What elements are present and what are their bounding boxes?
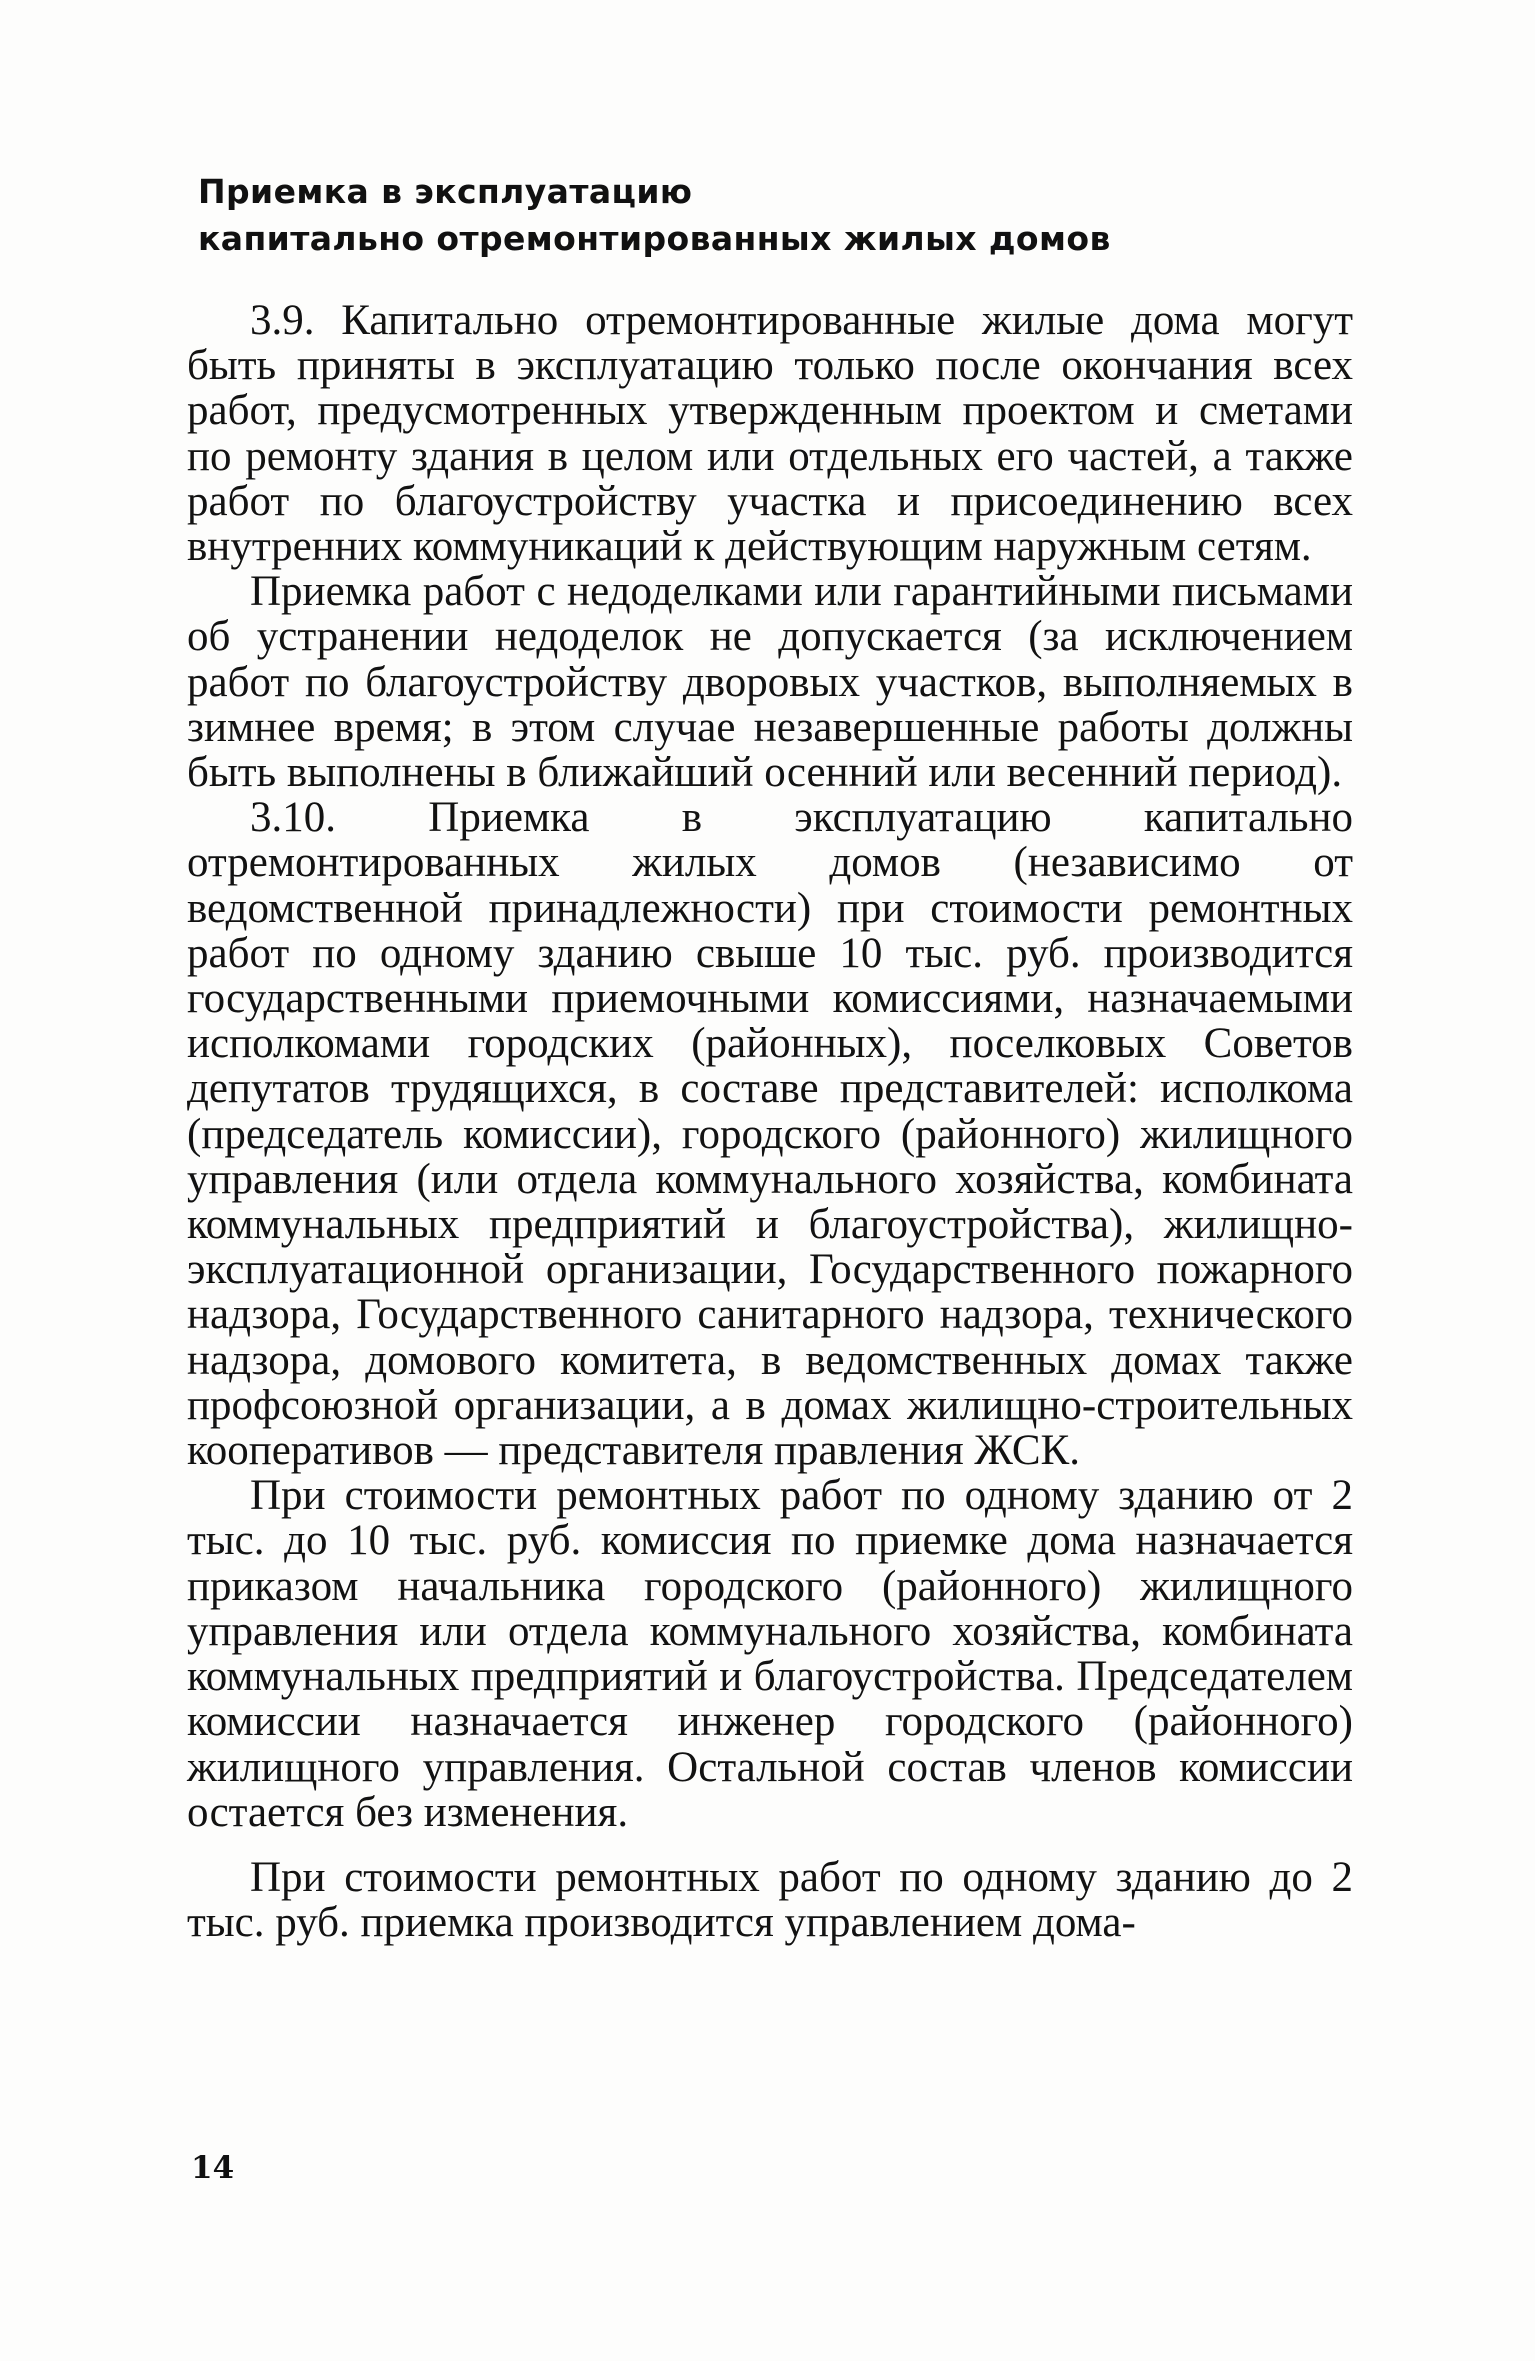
paragraph-3-9: 3.9. Капитально отремонтированные жилые дома могут быть приняты в эксплуатацию только после окончания всех работ, предусмотренных утвержденным проектом и сметами по ремонту здания в целом или отдельных его частей, а также работ по благоустройству участка и присоединению всех внутренних коммуникаций к действующим наружным сетям. — [187, 297, 1353, 571]
paragraph-defects: Приемка работ с недоделками или гарантийными письмами об устранении недоделок не допускается (за исключением работ по благоустройству дворовых участков, выполняемых в зимнее время; в этом случае незавершенные работы должны быть выполнены в ближайший осенний или весенний период). — [187, 568, 1353, 797]
section-heading-line-2: капитально отремонтированных жилых домов — [198, 219, 1111, 258]
body-text — [187, 298, 1353, 1945]
page-number: 14 — [191, 2150, 235, 2186]
paragraph-3-10: 3.10. Приемка в эксплуатацию капитально отремонтированных жилых домов (независимо от ведомственной принадлежности) при стоимости ремонтных работ по одному зданию свыше 10 тыс. руб. производится государственными приемочными комиссиями, назначаемыми исполкомами городских (районных), поселковых Советов депутатов трудящихся, в составе представителей: исполкома (председатель комиссии), городского (районного) жилищного управления (или отдела коммунального хозяйства, комбината коммунальных предприятий и благоустройства), жилищно-эксплуатационной организации, Государственного пожарного надзора, Государственного санитарного надзора, технического надзора, домового комитета, в ведомственных домах также профсоюзной организации, а в домах жилищно-строительных кооперативов — представителя правления ЖСК. — [187, 794, 1353, 1475]
paragraph-2-to-10k: При стоимости ремонтных работ по одному зданию от 2 тыс. до 10 тыс. руб. комиссия по приемке дома назначается приказом начальника городского (районного) жилищного управления или отдела коммунального хозяйства, комбината коммунальных предприятий и благоустройства. Председателем комиссии назначается инженер городского (районного) жилищного управления. Остальной состав членов комиссии остается без изменения. — [187, 1472, 1353, 1836]
paragraph-under-2k: При стоимости ремонтных работ по одному зданию до 2 тыс. руб. приемка производится управлением дома- — [187, 1853, 1353, 1947]
section-heading-line-1: Приемка в эксплуатацию — [198, 172, 693, 211]
section-heading — [198, 168, 1358, 262]
